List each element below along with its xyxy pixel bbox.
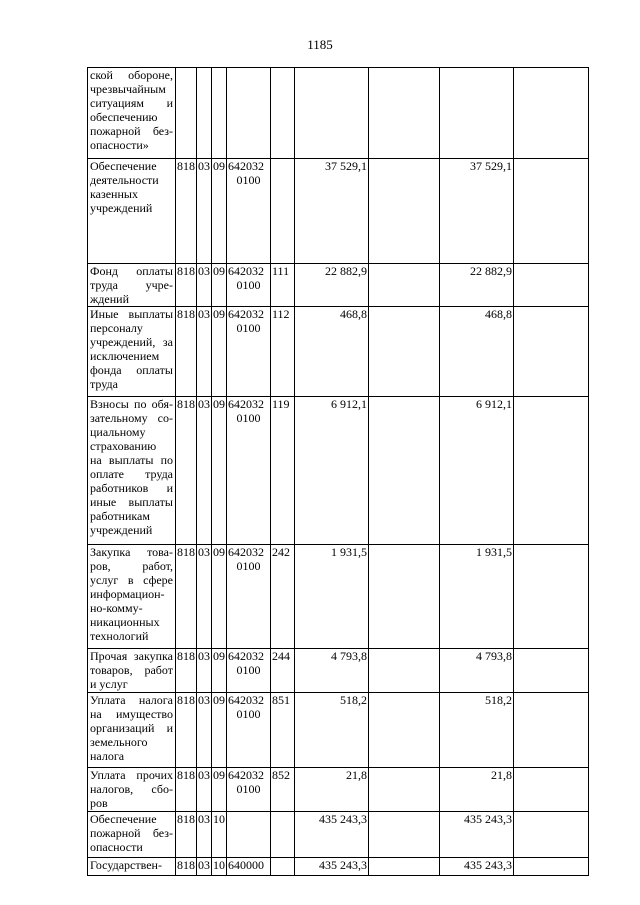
row-name-cell [88,649,176,693]
amount-cell [514,307,589,397]
row-name-line: информацион- [90,587,165,601]
row-name-cell [88,858,176,876]
expense-type-cell [271,68,295,159]
table-row [88,693,589,768]
row-name-line: деятельности [90,173,159,187]
section-code-cell: 03 [197,397,212,545]
subsection-code-cell: 09 [212,264,227,307]
target-article-cell: 640000 [227,858,271,876]
ministry-code-cell: 818 [176,812,197,858]
row-name-line: ской обороне, [90,68,173,82]
amount-cell [369,649,440,693]
table-row [88,768,589,812]
amount-cell [369,812,440,858]
amount-cell: 468,8 [440,307,514,397]
ministry-code-cell: 818 [176,159,197,264]
subsection-code-cell: 09 [212,649,227,693]
row-name-line: ждений [90,292,129,306]
row-name-line: на выплаты по [90,453,173,467]
amount-cell [369,545,440,649]
target-article-cell: 642032 0100 [227,768,271,812]
ministry-code-cell [176,68,197,159]
section-code-cell: 03 [197,768,212,812]
amount-cell: 468,8 [295,307,369,397]
subsection-code-cell: 09 [212,545,227,649]
subsection-code-cell: 09 [212,397,227,545]
row-name-line: чрезвычайным [90,82,166,96]
amount-cell [514,159,589,264]
section-code-cell: 03 [197,693,212,768]
expense-type-cell [271,159,295,264]
ministry-code-cell: 818 [176,768,197,812]
row-name-line: учреждений [90,201,153,215]
row-name-line: земельного [90,735,148,749]
row-name-line: Государствен- [90,858,162,872]
row-name-line: товаров, работ [90,663,173,677]
target-article-cell: 642032 0100 [227,159,271,264]
table-row [88,307,589,397]
row-name-line: исключением [90,349,160,363]
ministry-code-cell: 818 [176,397,197,545]
section-code-cell: 03 [197,858,212,876]
row-name-line: Взносы по обя- [90,397,173,411]
expense-type-cell: 111 [271,264,295,307]
section-code-cell: 03 [197,649,212,693]
row-name-line: иные выплаты [90,495,173,509]
amount-cell [514,264,589,307]
row-name-line: Уплата прочих [90,768,173,782]
section-code-cell: 03 [197,307,212,397]
subsection-code-cell: 09 [212,693,227,768]
row-name-line: пожарной без- [90,124,173,138]
amount-cell [369,68,440,159]
table-row [88,397,589,545]
ministry-code-cell: 818 [176,649,197,693]
row-name-line: Фонд оплаты [90,264,173,278]
row-name-line: учреждений, за [90,335,173,349]
row-name-line: работников и [90,481,173,495]
row-name-line: Закупка това- [90,545,173,559]
subsection-code-cell: 09 [212,768,227,812]
amount-cell [514,693,589,768]
amount-cell: 435 243,3 [295,858,369,876]
amount-cell: 518,2 [440,693,514,768]
row-name-line: циальному [90,425,146,439]
row-name-line: персоналу [90,321,143,335]
amount-cell [514,858,589,876]
row-name-line: никационных [90,615,160,629]
amount-cell: 518,2 [295,693,369,768]
section-code-cell: 03 [197,264,212,307]
row-name-line: ров [90,796,108,810]
row-name-cell [88,768,176,812]
ministry-code-cell: 818 [176,307,197,397]
subsection-code-cell [212,68,227,159]
row-name-line: казенных [90,187,138,201]
amount-cell [514,649,589,693]
target-article-cell: 642032 0100 [227,307,271,397]
row-name-line: страхованию [90,439,157,453]
row-name-line: учреждений [90,523,153,537]
expense-type-cell: 851 [271,693,295,768]
expense-type-cell: 112 [271,307,295,397]
ministry-code-cell: 818 [176,264,197,307]
section-code-cell: 03 [197,812,212,858]
table-row [88,545,589,649]
amount-cell [369,307,440,397]
amount-cell: 22 882,9 [440,264,514,307]
row-name-line: ров, работ, [90,559,173,573]
target-article-cell: 642032 0100 [227,264,271,307]
amount-cell [514,812,589,858]
amount-cell [369,858,440,876]
amount-cell: 6 912,1 [295,397,369,545]
row-name-line: фонда оплаты [90,363,173,377]
section-code-cell: 03 [197,545,212,649]
amount-cell [514,397,589,545]
page-number: 1185 [307,37,333,52]
target-article-cell [227,812,271,858]
amount-cell: 4 793,8 [295,649,369,693]
amount-cell [369,397,440,545]
amount-cell: 21,8 [295,768,369,812]
subsection-code-cell: 09 [212,159,227,264]
amount-cell [369,768,440,812]
budget-table [87,67,589,876]
target-article-cell [227,68,271,159]
target-article-cell: 642032 0100 [227,649,271,693]
row-name-line: ситуациям и [90,96,173,110]
amount-cell: 4 793,8 [440,649,514,693]
row-name-cell [88,545,176,649]
row-name-line: но-комму- [90,601,143,615]
section-code-cell [197,68,212,159]
amount-cell [514,68,589,159]
expense-type-cell: 852 [271,768,295,812]
amount-cell: 37 529,1 [295,159,369,264]
row-name-line: опасности» [90,138,149,152]
expense-type-cell [271,858,295,876]
ministry-code-cell: 818 [176,545,197,649]
expense-type-cell [271,812,295,858]
table-row [88,264,589,307]
row-name-line: работникам [90,509,150,523]
target-article-cell: 642032 0100 [227,545,271,649]
row-name-cell [88,68,176,159]
expense-type-cell: 244 [271,649,295,693]
row-name-line: оплате труда [90,467,173,481]
row-name-line: на имущество [90,707,173,721]
amount-cell: 435 243,3 [440,812,514,858]
row-name-cell [88,307,176,397]
row-name-cell [88,264,176,307]
row-name-cell [88,159,176,264]
row-name-line: обеспечению [90,110,158,124]
ministry-code-cell: 818 [176,693,197,768]
row-name-line: труда [90,377,118,391]
expense-type-cell: 119 [271,397,295,545]
amount-cell: 435 243,3 [295,812,369,858]
table-body [88,68,589,876]
row-name-line: труда учре- [90,278,173,292]
row-name-line: технологий [90,629,149,643]
table-row [88,159,589,264]
amount-cell: 1 931,5 [440,545,514,649]
row-name-line: Обеспечение [90,812,157,826]
table-row [88,812,589,858]
table-row [88,858,589,876]
table-row [88,649,589,693]
amount-cell [295,68,369,159]
amount-cell: 22 882,9 [295,264,369,307]
row-name-line: Иные выплаты [90,307,173,321]
section-code-cell: 03 [197,159,212,264]
amount-cell [514,768,589,812]
ministry-code-cell: 818 [176,858,197,876]
row-name-line: Обеспечение [90,159,157,173]
amount-cell: 6 912,1 [440,397,514,545]
row-name-cell [88,693,176,768]
amount-cell: 435 243,3 [440,858,514,876]
expense-type-cell: 242 [271,545,295,649]
target-article-cell: 642032 0100 [227,693,271,768]
subsection-code-cell: 09 [212,307,227,397]
amount-cell [514,545,589,649]
row-name-line: опасности [90,840,143,854]
amount-cell: 1 931,5 [295,545,369,649]
row-name-cell [88,812,176,858]
row-name-line: Уплата налога [90,693,173,707]
subsection-code-cell: 10 [212,858,227,876]
row-name-line: налога [90,749,125,763]
amount-cell [369,264,440,307]
row-name-line: налогов, сбо- [90,782,173,796]
target-article-cell: 642032 0100 [227,397,271,545]
amount-cell: 21,8 [440,768,514,812]
row-name-line: организаций и [90,721,173,735]
subsection-code-cell: 10 [212,812,227,858]
row-name-line: и услуг [90,677,128,691]
amount-cell [369,159,440,264]
amount-cell [369,693,440,768]
row-name-cell [88,397,176,545]
amount-cell [440,68,514,159]
amount-cell: 37 529,1 [440,159,514,264]
row-name-line: услуг в сфере [90,573,173,587]
row-name-line: пожарной без- [90,826,173,840]
table-row [88,68,589,159]
row-name-line: Прочая закупка [90,649,173,663]
row-name-line: зательному со- [90,411,173,425]
